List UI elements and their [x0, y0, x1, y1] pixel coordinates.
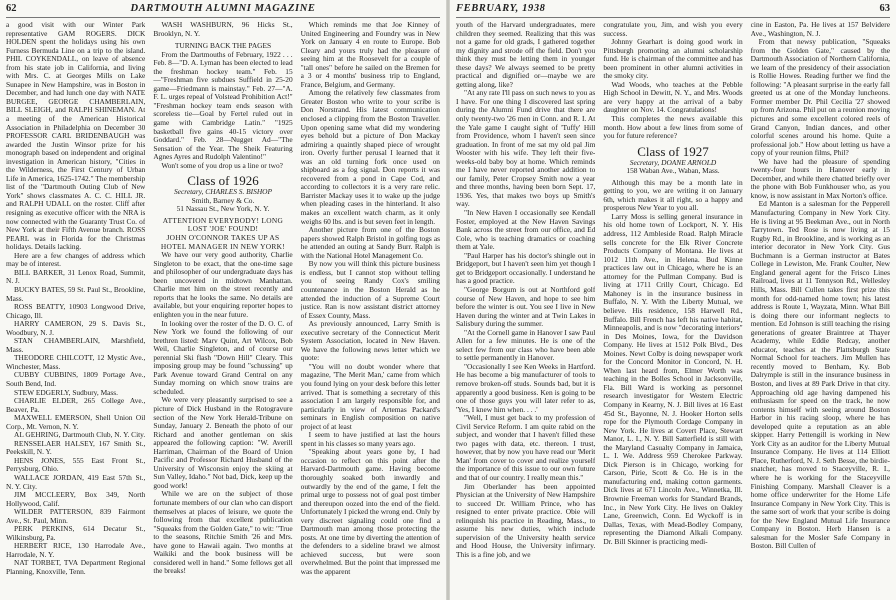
address-entry: WALLACE JORDAN, 419 East 57th St., N. Y. City. [6, 472, 146, 491]
paragraph: "Paul Harper has his doctor's shingle out in Bridgeport, but I haven't seen him yet though I get to Bridgeport occasionally. I understand he has a good practice. [456, 250, 596, 286]
address-entry: MAXWELL EMERSON, Shell Union Oil Corp., Mt. Vernon, N. Y. [6, 413, 146, 431]
paragraph: By now you will think this picture business is endless, but I cannot stop without telling you of seeing Randy Cox's smiling countenance in the Boston Herald as he attended the induction of a Supreme Court justice. Ran is now assistant district attorney of Essex County, Mass. [300, 259, 440, 320]
address-entry: WILDER PATTERSON, 839 Fairmont Ave., St. Paul, Minn. [6, 507, 146, 525]
class-heading: Class of 1927 [637, 143, 709, 159]
secretary-address-line: 158 Waban Ave., Waban, Mass. [626, 166, 720, 176]
class-secretary: Secretary, DOANE ARNOLD [629, 157, 717, 167]
paragraph: We have our very good authority, Charlie Singleton to be exact, that the one-time sage and philosopher of our undergraduate days has been uncovered in midtown Manhattan. Charlie met him on the street recently and reports that he looks the same. No details are available, but your enquiring reporter hopes to enlighten you in the near future. [153, 250, 293, 319]
class-secretary: Secretary, CHARLES S. BISHOP [173, 187, 273, 197]
paragraph: "In New Haven I occasionally see Kendall Foster, employed at the New Haven Savings Bank across the street from our office, and Ed Cole, who is teaching dramatics or coaching them at Yale. [456, 208, 596, 252]
paragraph: As previously announced, Larry Smith is executive secretary of the Connecticut Merit System Association, located in New Haven. We have the following news letter which we quote: [300, 319, 440, 363]
address-entry: CUBBY CUBBINS, 1809 Portage Ave., South Bend, Ind. [6, 370, 146, 388]
paragraph: "At the Cornell game in Hanover I saw Paul Allen for a few minutes. He is one of the select few from our class who have been able to settle permanently in Hanover. [456, 327, 596, 363]
paragraph: In looking over the roster of the D. O. C. of New York we found the following of our brethren listed: Marv Quint, Art Wilcox, Bob Weil, Charlie Singleton, and of course our perennial Ski flash "Down Hill" Cleary. This imposing group may be found "schussing" up Park Avenue toward Grand Central on any Sunday morning on which snow trains are scheduled. [153, 318, 293, 396]
paragraph: Which reminds me that Joe Kinney of United Engineering and Foundry was in New York on January 4 en route to Europe. Bob Cleary and yours truly had the pleasure of seeing him at the Roosevelt for a couple of "tall ones" before he sailed on the Bremen for a 3 or 4 months' business trip to England, France, Belgium, and Germany. [300, 21, 440, 89]
right-header-rule [456, 17, 890, 18]
paragraph: Larry Moss is selling general insurance in his old home town of Lockport, N. Y. His address, 112 Ambleside Road. Ralph Miracle sells concrete for the Elk River Concrete Products Company of Montana. He lives at 1012 11th Ave., in Helena. Bud Kinne practices law out in Chicago, where he is an attorney for the Pullman Company. Bud is living at 1711 Crilly Court, Chicago. Ed Mahoney is in the insurance business in Buffalo, N. Y. With the Liberty Mutual, we believe. His residence, 158 Harwell Rd., Buffalo. Bill French has left his native habitat, Minneapolis, and is now "decorating interiors" in Des Moines, Iowa, for the Davidson Company. He lives at 1512 Polk Blvd., Des Moines. Newt Colby is doing newspaper work for the Concord Monitor in Concord, N. H. When last heard from, Elmer Worth was teaching in the Bolles School in Jacksonville, Fla. Bill Ward is working as personnel research investigator for Western Electric Company in Kearny, N. J. Bill lives at 16 East 45d St., Bayonne, N. J. Hooker Horton sells rope for the Plymouth Cordage Company in New York. He lives at Covert Place, Stewart Manor, L. I., N. Y. Bill Satterfield is still with the Maryland Casualty Company in Jamaica, L. I. We. Address 959 Cherokee Parkway. Dick Pierson is in Chicago, working for Carson, Pirie, Scott & Co. He is in the manufacturing end, making cotton garments. Dick lives at 671 Lincoln Ave., Winnetka, Ill. Brownie Freeman works for Standard Brands, Inc., in New York City. He lives on Oakley Lane, Greenwich, Conn. Ed Wyckoff is in Dallas, Texas, with Mead-Bodley Company, representing the Diamond Alkali Company. Dr. Bill Skinner is practicing medi- [603, 211, 743, 546]
paragraph: congratulate you, Jim, and wish you every success. [603, 21, 743, 38]
paragraph: Won't some of you drop us a line or two? [161, 160, 283, 170]
paragraph: Among the relatively few classmates from Greater Boston who write to your scribe is Don Norstrand. His latest communication enclosed a clipping from the Boston Traveller. Upon opening same what did my wondering eyes behold but a picture of Don Mackay admiring a quaintly shaped piece of wrought iron. Overly further perusal I learned that it was an old turning fork once used on shipboard as a fog signal. Don reports it was recovered from a pond in Cape Cod, and according to collectors it is a very rare relic. Barrister Mackay uses it to wake up the judge when pleading cases in the hinterland. It also makes an excellent watch charm, as it only weighs 60 lbs. and is but seven feet in length. [300, 88, 440, 226]
announcement-caps: JOHN O'CONNOR TAKES UP AS HOTEL MANAGER IN NEW YORK! [160, 233, 286, 251]
address-entry: THEODORE CHILCOTT, 12 Mystic Ave., Winchester, Mass. [6, 353, 146, 371]
address-entry: BUCKY BATES, 59 St. Paul St., Brookline, Mass. [6, 284, 146, 303]
right-page-number: 63 [879, 3, 890, 14]
announcement-caps: ATTENTION EVERYBODY! LONG LOST 'JOE' FOUND! [162, 215, 284, 234]
paragraph: a good visit with our Winter Park representative GAM ROGERS. DICK HOLDEN spent the holidays using his own Furness Bermuda Line on a trip to the island. PHIL COYKENDALL, on leave of absence from his state job in California, and living with Mrs. C. at Georges Mills on Lake Sunapee in New Hampshire, was in Boston in December, and had lunch one day with NATE BURGEE, GEORGE CHAMBERLAIN, BILL SLEIGH, and RALPH SHINEMAN. At a meeting of the American Historical Association in Philadelphia on December 30 PROFESSOR CARL BRIDENBAUGH was awarded the Justin Winsor prize for his monograph based on independent and original investigation in American history, "Cities in the Wilderness, the First Century of Urban Life in America, 1625-1742." The membership list of the "Dartmouth Outing Club of New York" shows classmates A. C. C. HILL JR. and RALPH UDALL on the roster. Cliff after resigning as executive officer with the NRA is now connected with the Guaranty Trust Co. of New York at their Fifth Avenue branch. ROSS PEARL was in Florida for the Christmas holidays. Details lacking. [6, 21, 146, 252]
paragraph: "Speaking about years gone by, I had occasion to reflect on this point after the Harvard-Dartmouth game. Having become thoroughly soaked both inwardly and outwardly by the end of the game, I felt the primal urge to possess not of goal post timber and thereupon oozed into the end of the field. Unfortunately I picked the wrong end. Only by very discreet signaling could one find a Dartmouth man among those protecting the posts. At one time by diverting the attention of the defenders to a sideline brawl we almost achieved success, but were soon overwhelmed. But the point that impressed me was the apparent [300, 447, 440, 576]
address-entry: HERBERT RICE, 130 Harrodale Ave., Harrodale, N. Y. [6, 541, 146, 559]
right-column-3 [751, 21, 890, 598]
address-entry: CHARLIE ELDER, 265 College Ave., Beaver, Pa. [6, 396, 146, 414]
address-entry: STAN CHAMBERLAIN, Marshfield, Mass. [6, 336, 146, 354]
paragraph: "George Borgum is out at Northford golf course of New Haven, and hope to see him before the winter is out. You see I live in New Haven during the winter and at Twin Lakes in Salisbury during the summer. [456, 284, 596, 329]
address-entry: ROSS BEATTY, 10903 Longwood Drive, Chicago, Ill. [6, 302, 146, 320]
paragraph: This completes the news available this month. How about a few lines from some of you for future reference? [603, 114, 743, 141]
paragraph: From that newsy publication, "Squeaks from the Golden Gate," caused by the Dartmouth Association of Northern California, we learn of the presidency of their association is Rollie Howes. Reading further we find the following: "A pleasant surprise in the early fall greeted us at one of the Monday luncheons. Former member Dr. Phil Cecilia '27 showed up from Arizona. Phil put on a reunion moving pictures and some excellent colored reels of Grand Canyon, Indian dances, and other colorful scenes around his home. Quite a professional job." How about letting us have a copy of your reunion films, Phil? [750, 37, 890, 158]
right-page [450, 0, 896, 600]
paragraph: Ed Manton is a salesman for the Pepperell Manufacturing Company in New York City. He is living at 95 Beekman Ave., out in North Tarrytown. Ted Rose is now living at 15 Rugby Rd., in Brookline, and is working as an interior decorator in New York City. Gus Buchmann is a German instructor at Bates College in Lewiston, Me. Frank Coulter, New England general agent for the Frisco Lines Railroad, lives at 11 Tennyson Rd., Wellesley Hills, Mass. Bill Cullen takes first prize this month for odd-named home town; his latest address is Route 1, Wayzata, Minn. What Bill is doing there our informant neglects to mention. Ed Johnson is still teaching the rising generations of greater Braintree at Thayer Academy, while Eddie Redcay, another educator, teaches at the Plattsburgh State Normal School for teachers. Jim Mullen has recently moved to Benham, Ky. Bob Dalrymple is still in the insurance business in Boston, and lives at 89 Park Drive in that city. Approaching old age having dampened his enthusiasm for speed on the track, he now contents himself with seeing around Boston Harbor in his racing sloop, where he has developed quite a reputation as an able skipper. Harry Pettengill is working in New York City as an auditor for the Liberty Mutual Insurance Company. He lives at 114 Elliott Place, Rutherford, N. J. Seth Besse, the birdie-snatcher, has moved to Staceyville, R. I., where he is working for the Staceyville Finishing Company. Marshall Cleaver is a home office underwriter for the Home Life Insurance Company in New York City. This is the same sort of work that your scribe is doing for the New England Mutual Life Insurance Company in Boston. Herb Hansen is a salesman for the Mosler Safe Company in Boston. Bill Cullen of [750, 199, 890, 551]
paragraph: "Well, I must get back to my profession of Civil Service Reform. I am quite rabid on the subject, and wonder that I haven't filled these two pages with data, etc. thereon. I trust, however, that by now you have read our 'Merit Man' from cover to cover and realize yourself the importance of this issue to our own future and that of our country. I really mean this." [456, 413, 596, 482]
address-entry: WASH WASHBURN, 96 Hicks St., Brooklyn, N. Y. [153, 21, 293, 38]
paragraph: Although this may be a month late in getting to you, we are writing it on January 6th, which makes it all right, so a happy and prosperous New Year to you all. [603, 177, 743, 213]
paragraph: From the Dartmouths of February, 1922 . . . Feb. 8—"D. A. Lyman has been elected to lead the freshman hockey team." Feb. 15—"Freshman five subdues Suffield in 25-20 game—Friedmann is mainstay." Feb. 27—"A. F. L. urges repeal of Volstead Prohibition Act!" "Freshman hockey team ends season with scoreless tie—Goal by Fertel ruled out in game with Cambridge Latin." "1925 basketball five gains 40-15 victory over Goddard." Feb. 28—Nugget Ad—"The Sensation of the Year. The Sheik Featuring Agnes Ayres and Rudolph Valentino!" [153, 49, 293, 162]
paragraph: Here are a few changes of address which may be of interest. [6, 250, 146, 269]
paragraph: cine in Easton, Pa. He lives at 157 Belvidere Ave., Washington, N. J. [750, 21, 890, 38]
right-running-head: FEBRUARY, 1938 [456, 3, 546, 14]
class-heading: Class of 1926 [187, 173, 259, 189]
left-column-3 [301, 21, 440, 598]
address-entry: HENS JONES, 555 East Front St., Perrysburg, Ohio. [6, 455, 146, 474]
paragraph: Jim Oberlander has been appointed Physician at the University of New Hampshire to succeed Dr. William Prince, who has resigned to enter private practice. Obie will relinquish his practice in Reading, Mass., to assume his new duties, which include supervision of the University health service and Hood House, the University infirmary. This is a fine job, and we [456, 481, 596, 559]
paragraph: "You will no doubt wonder where that magazine, 'The Merit Man,' came from which you found lying on your desk before this letter arrived. That is something a secretary of this association I am largely responsible for, and particularly in view of Artemas Packard's seminars in English composition on native project of at least [300, 361, 440, 431]
paragraph: "At any rate I'll pass on such news to you as I have. For one thing I discovered last spring during the Alumni Fund drive that there are only twenty-two '26 men in Conn. and R. I. At the Yale game I caught sight of 'Tuffy' Hill from Providence, whom I haven't seen since graduation. In front of me sat my old pal Jim Wooster with his wife. They left their five-weeks-old baby boy at home. Which reminds me I have never reported another addition to our family, Peter Cropsey Smith now a year and three months, having been born Sept. 17, 1936. Yes, that makes two boys up Smith's way. [456, 88, 596, 209]
left-column-1 [6, 21, 145, 598]
address-entry: AL GEHRING, Dartmouth Club, N. Y. City. [14, 430, 146, 440]
address-entry: PERK PERKINS, 614 Decatur St., Wilkinsburg, Pa. [6, 524, 146, 542]
left-page [0, 0, 446, 600]
address-entry: HARRY CAMERON, 29 S. Davis St., Woodbury, N. J. [6, 319, 146, 337]
address-entry: STEW EDGERLY, Sudbury, Mass. [14, 387, 119, 397]
paragraph: While we are on the subject of those fortunate members of our clan who can disport themselves at places of leisure, we quote the following from that excellent publication "Squeaks from the Golden Gate," to wit: "True to the seasons, Ritchie Smith '26 and Mrs. have gone to Hawaii again. Two months at Waikiki and the book business will be considered well in hand." Some fellows get all the breaks! [153, 489, 293, 576]
paragraph: I seem to have justified at last the hours spent in his classes so many years ago. [300, 430, 440, 448]
address-entry: BILL BARKER, 31 Lenox Road, Summit, N. J. [6, 267, 146, 286]
address-entry: RENSSELAER HALSEY, 167 Smith St., Peekskill, N. Y. [6, 438, 146, 457]
left-column-2 [153, 21, 292, 598]
left-columns [6, 21, 440, 598]
paragraph: Wad Woods, who teaches at the Pebble High School in Dewitt, N. Y., and Mrs. Woods are very happy at the arrival of a baby daughter on Nov. 14. Congratulations! [603, 79, 743, 115]
left-running-head: DARTMOUTH ALUMNI MAGAZINE [130, 3, 316, 14]
address-entry: JIM MCCLEERY, Box 349, North Hollywood, Calif. [6, 490, 146, 508]
right-column-1 [456, 21, 595, 598]
paragraph: Johnny Gearhart is doing good work in Pittsburgh promoting an alumni scholarship fund. He is chairman of the committee and has been prominent in other alumni activities in the smoky city. [603, 37, 743, 81]
paragraph: "Occasionally I see Ken Weeks in Hartford. He has become a big manufacturer of tools to remove broken-off studs. Sounds bad, but it is apparently a good business. Ken is going to be one of those guys you will later refer to as, 'Yes, I knew him when. . . .' [456, 361, 596, 414]
secretary-address-line: 51 Nassau St., New York, N. Y. [176, 204, 270, 214]
paragraph: We were very pleasantly surprised to see a picture of Dick Husband in the Rotogravure section of the New York Herald-Tribune on Sunday, January 2. Beneath the photo of our Richard and another gentleman on skis appeared the following caption: "W. Averill Harriman, Chairman of the Board of Union Pacific and Professor Richard Husband of the University of Wisconsin enjoy the skiing at Sun Valley, Idaho." Not bad, Dick, keep up the good work! [153, 395, 293, 490]
left-page-number: 62 [6, 3, 17, 14]
right-columns [456, 21, 890, 598]
paragraph: We have had the pleasure of spending twenty-four hours in Hanover early in December, and while there chatted briefly over the phone with Bob Funkhouser who, as you know, is now assistant in Max Norton's office. [750, 156, 890, 200]
paragraph: youth of the Harvard undergraduates, mere children they seemed. Realizing that this was not a game for old grads, I gathered together my dignity and strode off the field. Don't you think they must be letting them in younger these days? We always seemed to be pretty practical and dignified or—maybe we are getting along, like? [456, 21, 596, 89]
section-subheading: TURNING BACK THE PAGES [174, 41, 272, 51]
left-header-rule [6, 17, 440, 18]
right-page-header [456, 3, 890, 17]
address-entry: NAT TORBET, TVA Department Regional Planning, Knoxville, Tenn. [6, 558, 146, 576]
right-column-2 [603, 21, 742, 598]
secretary-address-line: Smith, Barney & Co. [191, 195, 255, 205]
left-page-header [6, 3, 440, 17]
paragraph: Another picture from one of the Boston papers showed Ralph Bristol in golfing togs as he attended an outing at Sandy Burr. Ralph is with the National Hotel Management Co. [300, 225, 440, 260]
